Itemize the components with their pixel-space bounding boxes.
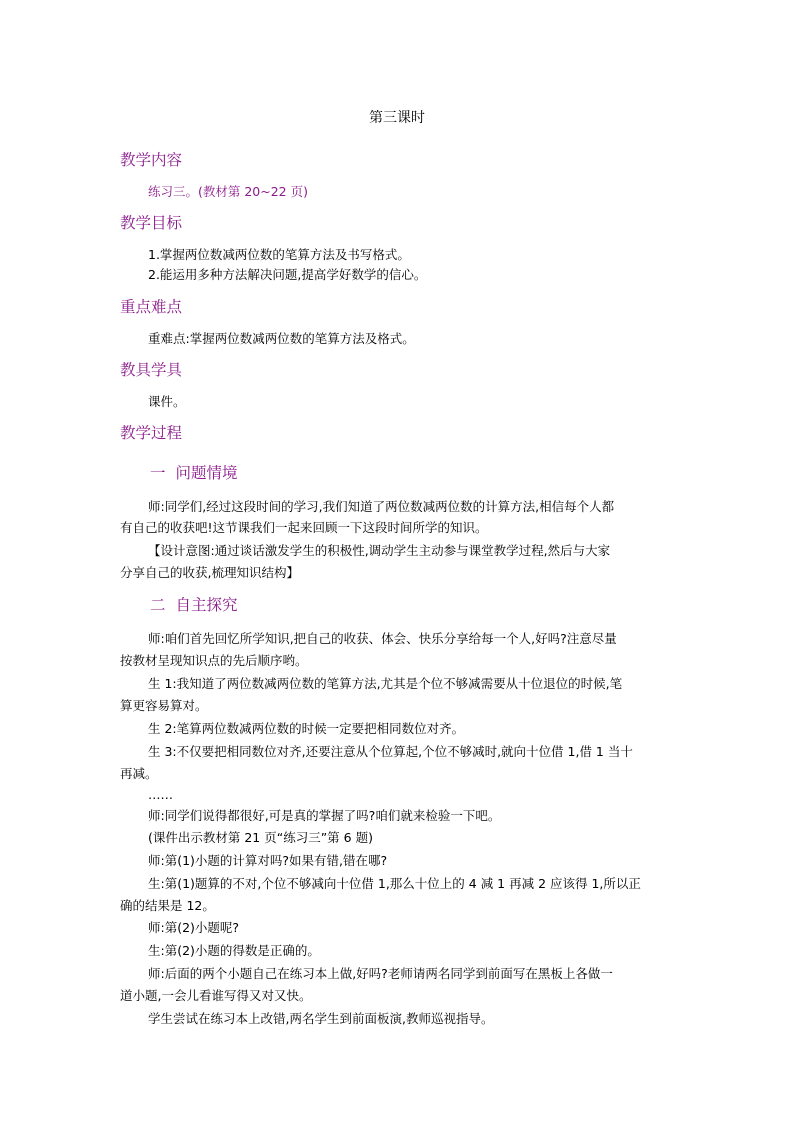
design-intent: 【设计意图:通过谈话激发学生的积极性,调动学生主动参与课堂教学过程,然后与大家 <box>148 543 611 558</box>
paragraph: 生 3:不仅要把相同数位对齐,还要注意从个位算起,个位不够减时,就向十位借 1,借 1 当十 <box>148 744 633 759</box>
paragraph: 师:后面的两个小题自己在练习本上做,好吗?老师请两名同学到前面写在黑板上各做一 <box>148 966 613 981</box>
paragraph: 生 1:我知道了两位数减两位数的笔算方法,尤其是个位不够减需要从十位退位的时候,笔 <box>148 676 623 691</box>
part2-title: 自主探究 <box>175 596 238 614</box>
paragraph: 生:第(2)小题的得数是正确的。 <box>148 943 320 958</box>
paragraph: 师:咱们首先回忆所学知识,把自己的收获、体会、快乐分享给每一个人,好吗?注意尽量 <box>148 631 617 646</box>
paragraph: 按教材呈现知识点的先后顺序哟。 <box>120 653 308 668</box>
paragraph: 有自己的收获吧!这节课我们一起来回顾一下这段时间所学的知识。 <box>120 520 488 535</box>
paragraph: 道小题,一会儿看谁写得又对又快。 <box>120 988 312 1003</box>
paragraph: 再减。 <box>120 766 158 781</box>
paragraph: (课件出示教材第 21 页“练习三”第 6 题) <box>148 830 373 845</box>
heading-goals: 教学目标 <box>120 214 183 232</box>
ellipsis: …… <box>148 787 173 802</box>
design-intent: 分享自己的收获,梳理知识结构】 <box>120 565 299 580</box>
part1-heading <box>150 462 238 484</box>
heading-tools: 教具学具 <box>120 361 183 379</box>
part2-number: 二 <box>150 596 166 614</box>
paragraph: 师:同学们,经过这段时间的学习,我们知道了两位数减两位数的计算方法,相信每个人都 <box>148 499 615 514</box>
paragraph: 生 2:笔算两位数减两位数的时候一定要把相同数位对齐。 <box>148 721 465 736</box>
key-text: 重难点:掌握两位数减两位数的笔算方法及格式。 <box>148 331 415 346</box>
paragraph: 生:第(1)题算的不对,个位不够减向十位借 1,那么十位上的 4 减 1 再减 2 应该得 1,所以正 <box>148 876 641 891</box>
heading-process: 教学过程 <box>120 424 183 442</box>
part1-title: 问题情境 <box>175 464 238 482</box>
goal-2: 2.能运用多种方法解决问题,提高学好数学的信心。 <box>148 267 427 282</box>
content-text: 练习三。(教材第 20~22 页) <box>148 184 308 199</box>
paragraph: 学生尝试在练习本上改错,两名学生到前面板演,教师巡视指导。 <box>148 1011 494 1026</box>
part2-heading <box>150 594 238 616</box>
paragraph: 师:第(1)小题的计算对吗?如果有错,错在哪? <box>148 853 388 868</box>
paragraph: 师:同学们说得都很好,可是真的掌握了吗?咱们就来检验一下吧。 <box>148 808 501 823</box>
heading-content: 教学内容 <box>120 151 183 169</box>
heading-key-points: 重点难点 <box>120 298 183 316</box>
tools-text: 课件。 <box>148 394 186 409</box>
paragraph: 师:第(2)小题呢? <box>148 920 240 935</box>
paragraph: 确的结果是 12。 <box>120 898 215 913</box>
goal-1: 1.掌握两位数减两位数的笔算方法及书写格式。 <box>148 247 410 262</box>
paragraph: 算更容易算对。 <box>120 698 208 713</box>
page-title: 第三课时 <box>369 110 425 126</box>
part1-number: 一 <box>150 464 166 482</box>
